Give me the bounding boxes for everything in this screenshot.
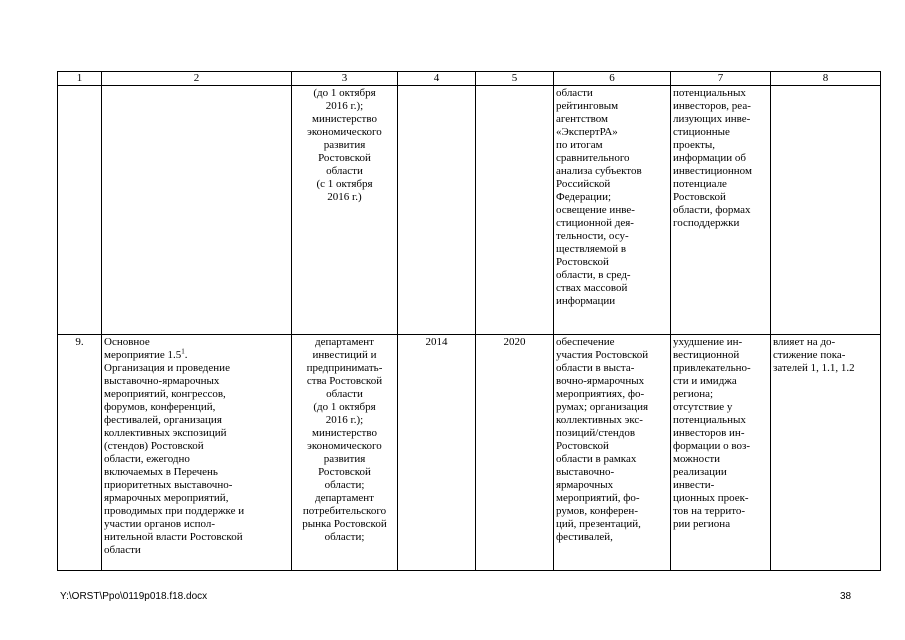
footer-page-number: 38 bbox=[840, 591, 852, 602]
row2-number-cell: 9. bbox=[58, 335, 102, 571]
row2-link-cell: влияет на до- стижение пока- зателей 1, 1.1, 1.2 bbox=[771, 335, 881, 571]
header-cell-3: 3 bbox=[292, 72, 398, 86]
row2-start-cell: 2014 bbox=[398, 335, 476, 571]
row2-event-description: . Организация и проведение выставочно-ярмарочных мероприятий, конгрессов, форумов, конференций, фестивалей, организация коллективных экспозиций (стендов) Ростовской области, ежегодно включаемых в Перечень приоритетных выставочно- ярмарочных мероприятий, проводимых при поддержке и участии органов испол- нительной власти Ростовской области bbox=[104, 349, 245, 556]
footer-file-path: Y:\ORST\Ppo\0119p018.f18.docx bbox=[60, 591, 208, 602]
header-cell-5: 5 bbox=[476, 72, 554, 86]
row1-result-cell: области рейтинговым агентством «ЭкспертРА» по итогам сравнительного анализа субъектов Российской Федерации; освещение инве- стиционной дея- тельности, осу- ществляемой в Ростовской области, в сред- ствах массовой информации bbox=[554, 86, 671, 335]
row1-end-cell bbox=[476, 86, 554, 335]
header-cell-2: 2 bbox=[102, 72, 292, 86]
row2-event-title: Основное мероприятие 1.5 bbox=[104, 336, 182, 361]
header-cell-1: 1 bbox=[58, 72, 102, 86]
table-header-row bbox=[58, 72, 881, 86]
row2-event-footnote: 1 bbox=[181, 347, 185, 356]
row1-executor-cell: (до 1 октября 2016 г.); министерство экономического развития Ростовской области (с 1 октября 2016 г.) bbox=[292, 86, 398, 335]
header-cell-4: 4 bbox=[398, 72, 476, 86]
row2-consequences-cell: ухудшение ин- вестиционной привлекательно- сти и имиджа региона; отсутствие у потенциальных инвесторов ин- формации о воз- можности реализации инвести- ционных проек- тов на террито- рии региона bbox=[671, 335, 771, 571]
row1-start-cell bbox=[398, 86, 476, 335]
table-row bbox=[58, 86, 881, 335]
table-row bbox=[58, 335, 881, 571]
row1-event-cell bbox=[102, 86, 292, 335]
document-table bbox=[57, 71, 881, 571]
row1-consequences-cell: потенциальных инвесторов, реа- лизующих инве- стиционные проекты, информации об инвестиционном потенциале Ростовской области, формах господдержки bbox=[671, 86, 771, 335]
row2-event-cell bbox=[102, 335, 292, 571]
row2-executor-cell: департамент инвестиций и предпринимать- ства Ростовской области (до 1 октября 2016 г.); министерство экономического развития Ростовской области; департамент потребительского рынка Ростовской области; bbox=[292, 335, 398, 571]
header-cell-7: 7 bbox=[671, 72, 771, 86]
row2-result-cell: обеспечение участия Ростовской области в выста- вочно-ярмарочных мероприятиях, фо- румах; организация коллективных экс- позиций/стендов Ростовской области в рамках выставочно- ярмарочных мероприятий, фо- румов, конферен- ций, презентаций, фестивалей, bbox=[554, 335, 671, 571]
header-cell-8: 8 bbox=[771, 72, 881, 86]
header-cell-6: 6 bbox=[554, 72, 671, 86]
row2-end-cell: 2020 bbox=[476, 335, 554, 571]
row1-link-cell bbox=[771, 86, 881, 335]
row1-number-cell bbox=[58, 86, 102, 335]
